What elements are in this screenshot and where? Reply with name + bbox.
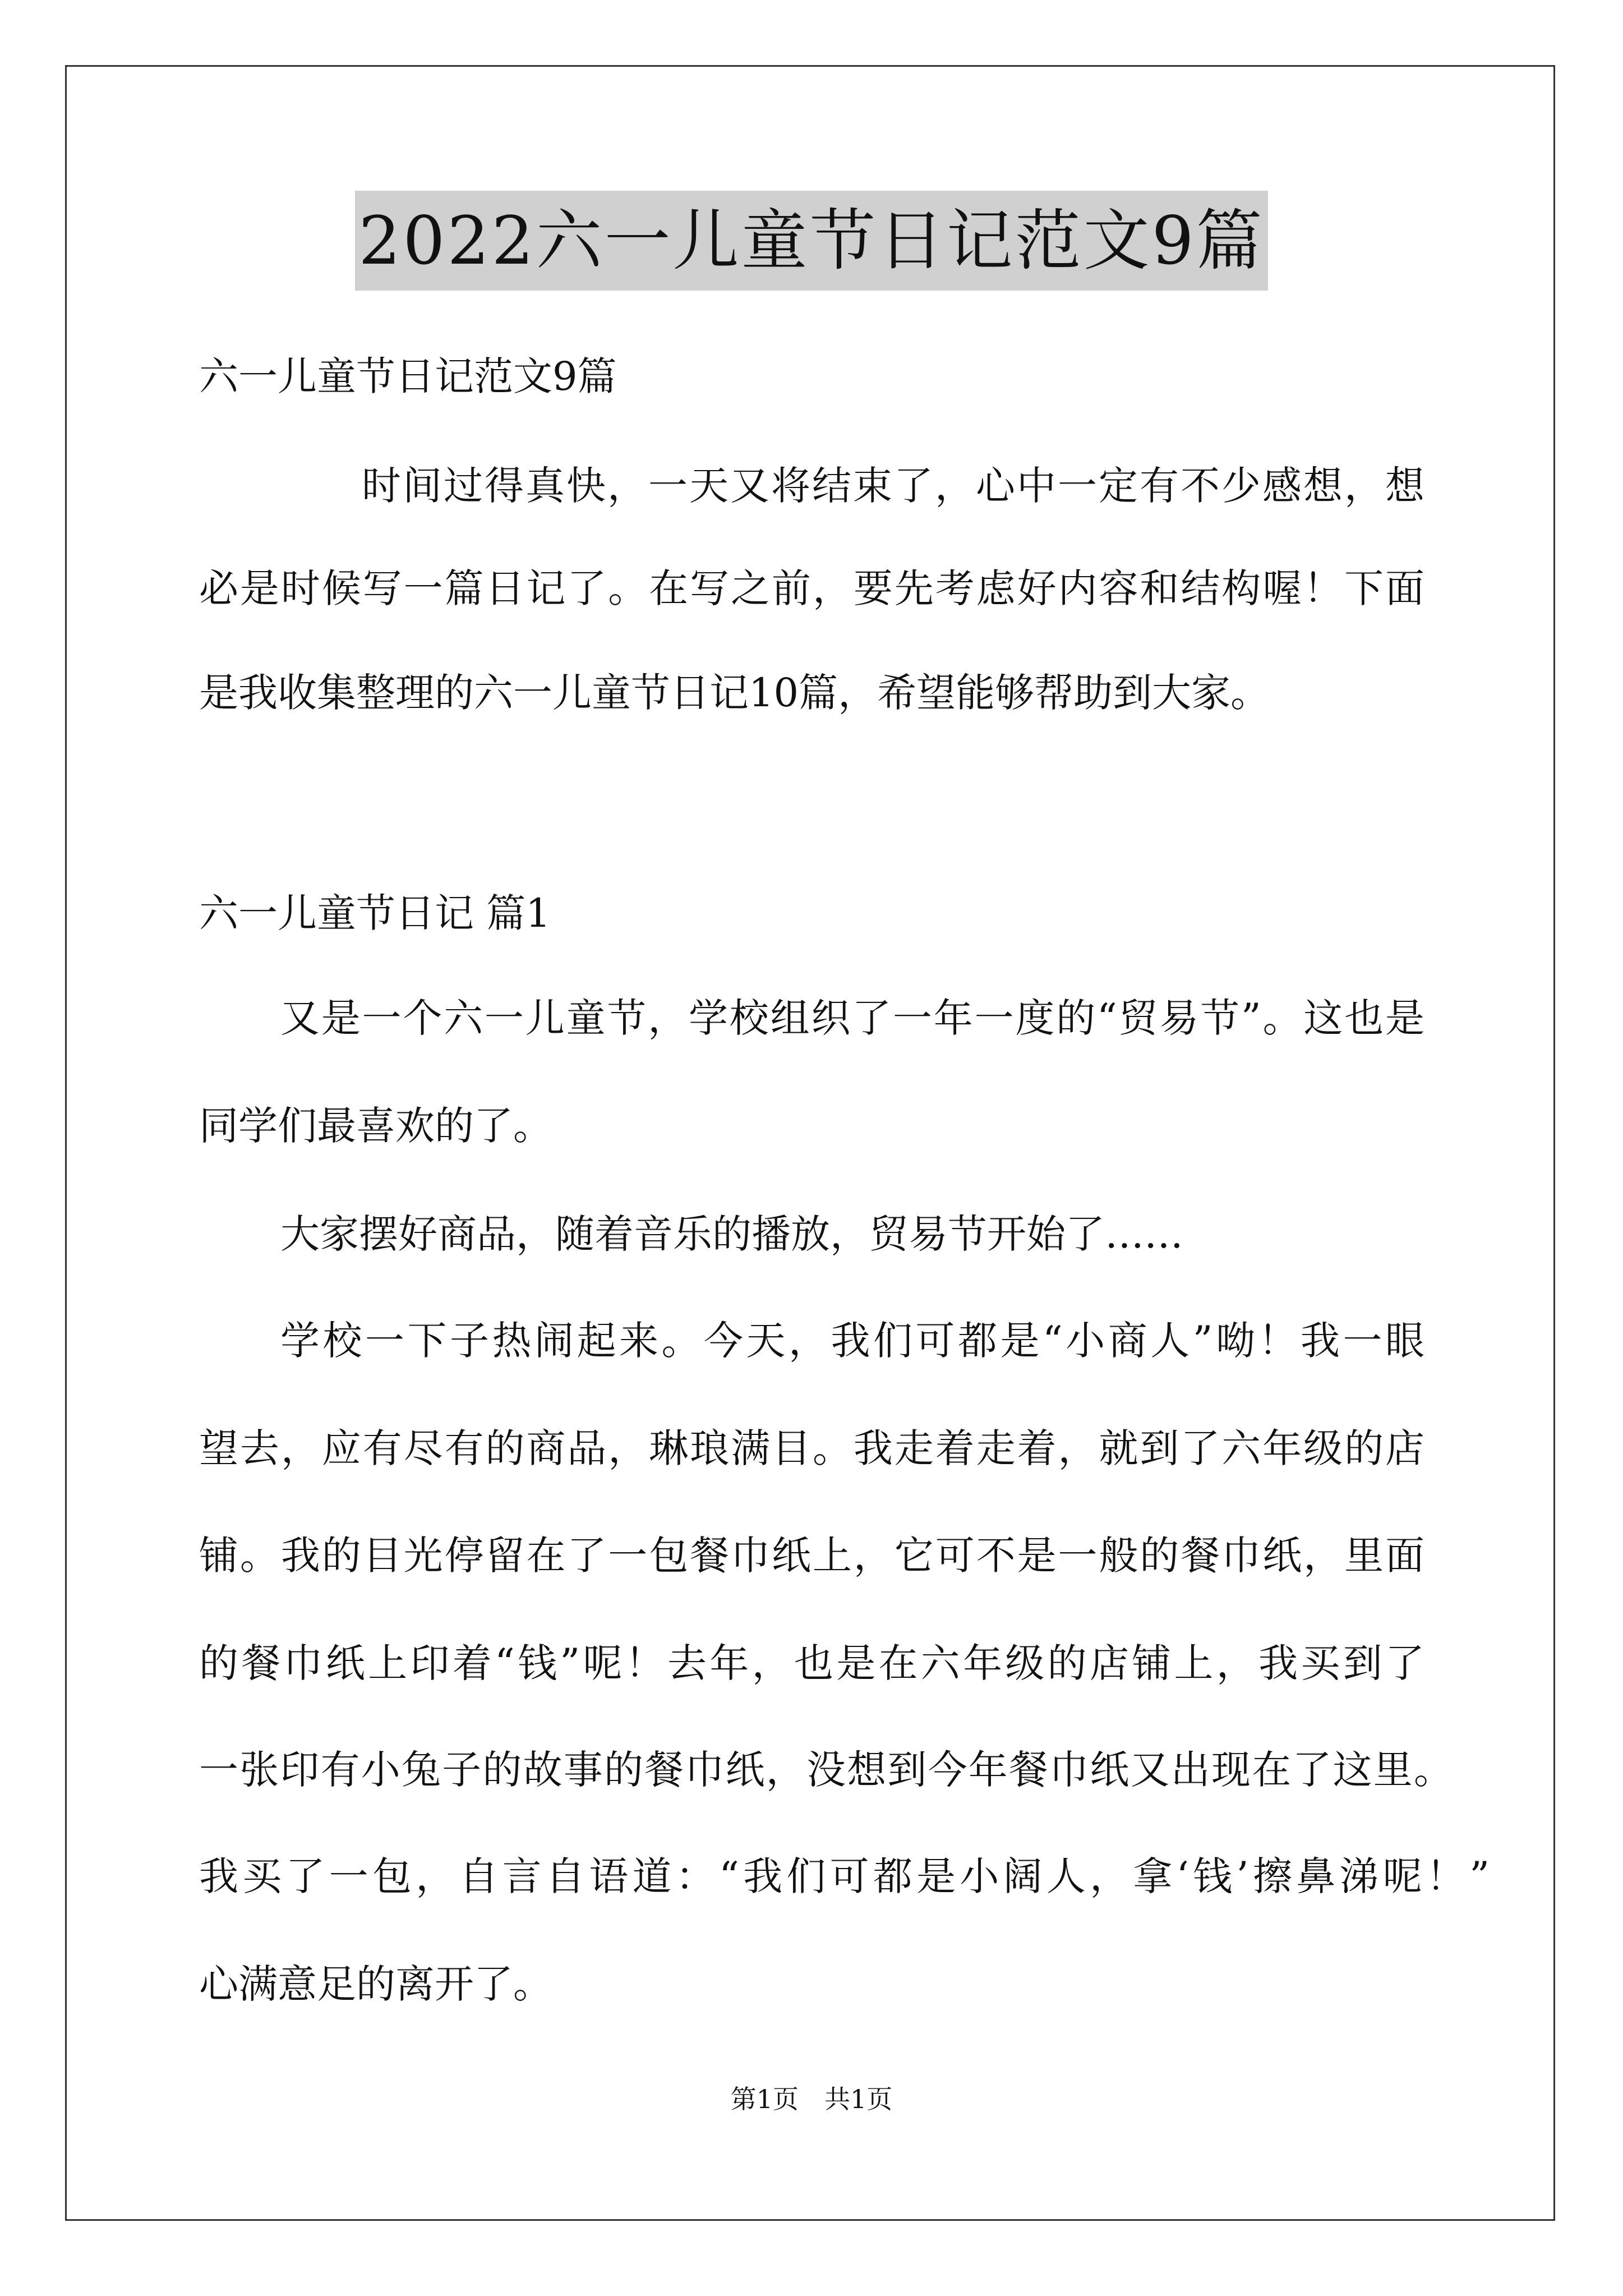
intro-line-3: 是我收集整理的六一儿童节日记10篇，希望能够帮助到大家。 (199, 670, 1270, 716)
paragraph-line-2: 同学们最喜欢的了。 (199, 1103, 552, 1149)
section-heading: 六一儿童节日记 篇1 (199, 890, 551, 936)
intro-line-1: 时间过得真快，一天又将结束了，心中一定有不少感想，想 (362, 463, 1424, 509)
paragraph-line-7: 的餐巾纸上印着“钱”呢！去年，也是在六年级的店铺上，我买到了 (199, 1640, 1424, 1686)
page-number-footer: 第1页 共1页 (730, 2084, 893, 2114)
paragraph-line-8: 一张印有小兔子的故事的餐巾纸，没想到今年餐巾纸又出现在了这里。 (199, 1747, 1453, 1793)
document-subtitle: 六一儿童节日记范文9篇 (199, 353, 617, 399)
paragraph-line-1: 又是一个六一儿童节，学校组织了一年一度的“贸易节”。这也是 (280, 995, 1424, 1041)
paragraph-line-10: 心满意足的离开了。 (199, 1961, 552, 2007)
paragraph-line-9: 我买了一包，自言自语道：“我们可都是小阔人，拿‘钱’擦鼻涕呢！” (199, 1853, 1489, 1899)
paragraph-line-6: 铺。我的目光停留在了一包餐巾纸上，它可不是一般的餐巾纸，里面 (199, 1533, 1424, 1579)
document-title: 2022六一儿童节日记范文9篇 (355, 191, 1267, 291)
intro-line-2: 必是时候写一篇日记了。在写之前，要先考虑好内容和结构喔！下面 (199, 565, 1424, 611)
paragraph-line-4: 学校一下子热闹起来。今天，我们可都是“小商人”呦！我一眼 (280, 1318, 1424, 1364)
title-container (0, 191, 1623, 291)
paragraph-line-3: 大家摆好商品，随着音乐的播放，贸易节开始了…… (280, 1211, 1183, 1257)
paragraph-line-5: 望去，应有尽有的商品，琳琅满目。我走着走着，就到了六年级的店 (199, 1425, 1424, 1471)
